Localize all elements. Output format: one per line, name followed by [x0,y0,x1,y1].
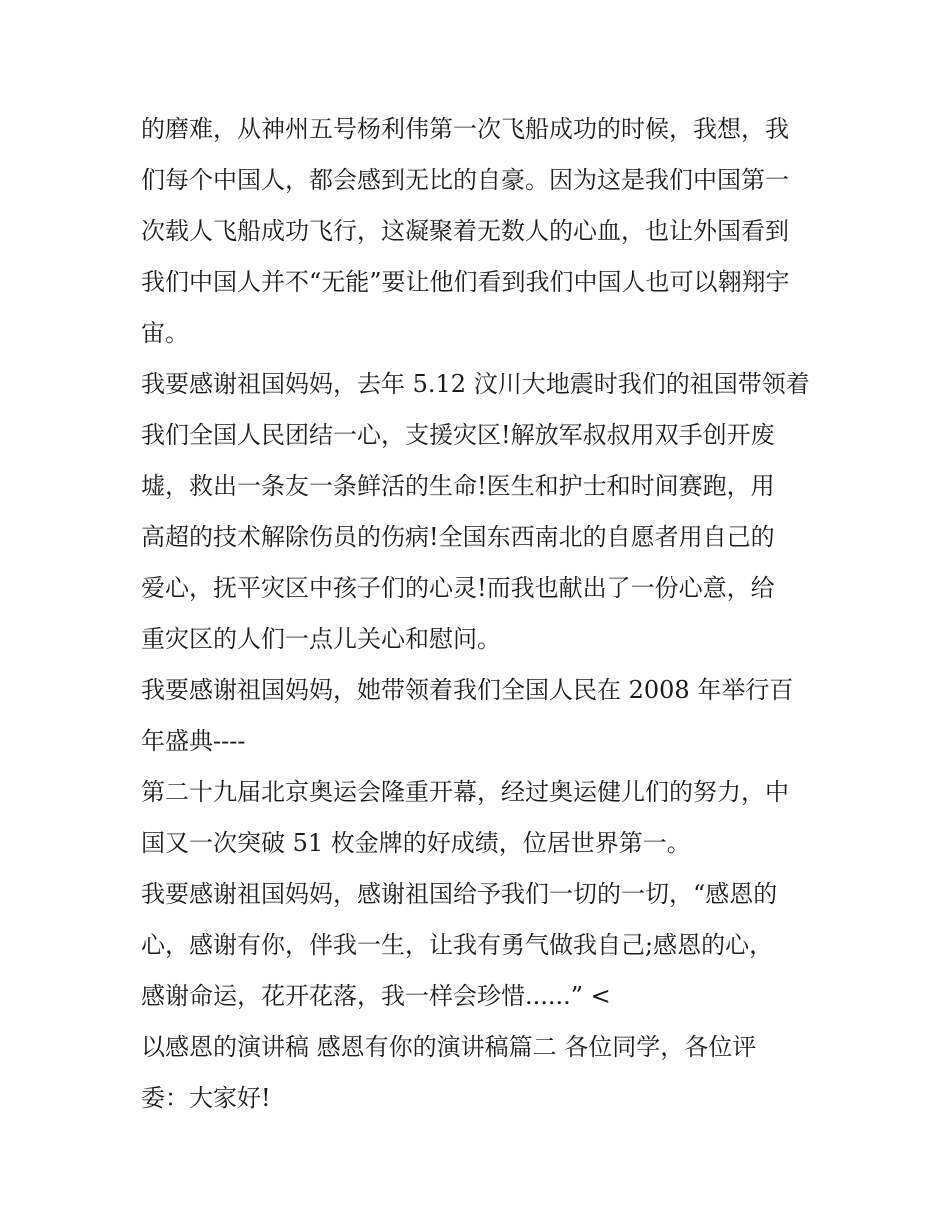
text-line: 心，感谢有你，伴我一生，让我有勇气做我自己;感恩的心， [141,931,774,959]
text-line: 宙。 [141,319,189,347]
text-line: 爱心，抚平灾区中孩子们的心灵!而我也献出了一份心意，给 [141,574,775,602]
text-line: 感谢命运，花开花落，我一样会珍惜......” < [141,982,611,1010]
text-line: 我要感谢祖国妈妈，去年 5.12 汶川大地震时我们的祖国带领着 [141,370,810,398]
text-line: 我要感谢祖国妈妈，感谢祖国给予我们一切的一切，“感恩的 [141,880,778,908]
text-line: 们每个中国人，都会感到无比的自豪。因为这是我们中国第一 [141,166,789,194]
text-line: 我们中国人并不“无能”要让他们看到我们中国人也可以翱翔宇 [141,268,790,296]
text-line: 国又一次突破 51 枚金牌的好成绩，位居世界第一。 [141,829,691,857]
text-line: 年盛典---- [141,727,246,755]
text-line: 第二十九届北京奥运会隆重开幕，经过奥运健儿们的努力，中 [141,778,789,806]
text-line: 墟，救出一条友一条鲜活的生命!医生和护士和时间赛跑，用 [141,472,775,500]
text-line: 以感恩的演讲稿 感恩有你的演讲稿篇二 各位同学，各位评 [141,1033,757,1061]
text-line: 的磨难，从神州五号杨利伟第一次飞船成功的时候，我想，我 [141,115,789,143]
text-line: 重灾区的人们一点儿关心和慰问。 [141,625,501,653]
text-line: 我要感谢祖国妈妈，她带领着我们全国人民在 2008 年举行百 [141,676,794,704]
text-line: 高超的技术解除伤员的伤病!全国东西南北的自愿者用自己的 [141,523,775,551]
text-line: 我们全国人民团结一心，支援灾区!解放军叔叔用双手创开废 [141,421,775,449]
text-line: 委：大家好! [141,1084,271,1112]
text-line: 次载人飞船成功飞行，这凝聚着无数人的心血，也让外国看到 [141,217,789,245]
body-text [141,104,821,1124]
